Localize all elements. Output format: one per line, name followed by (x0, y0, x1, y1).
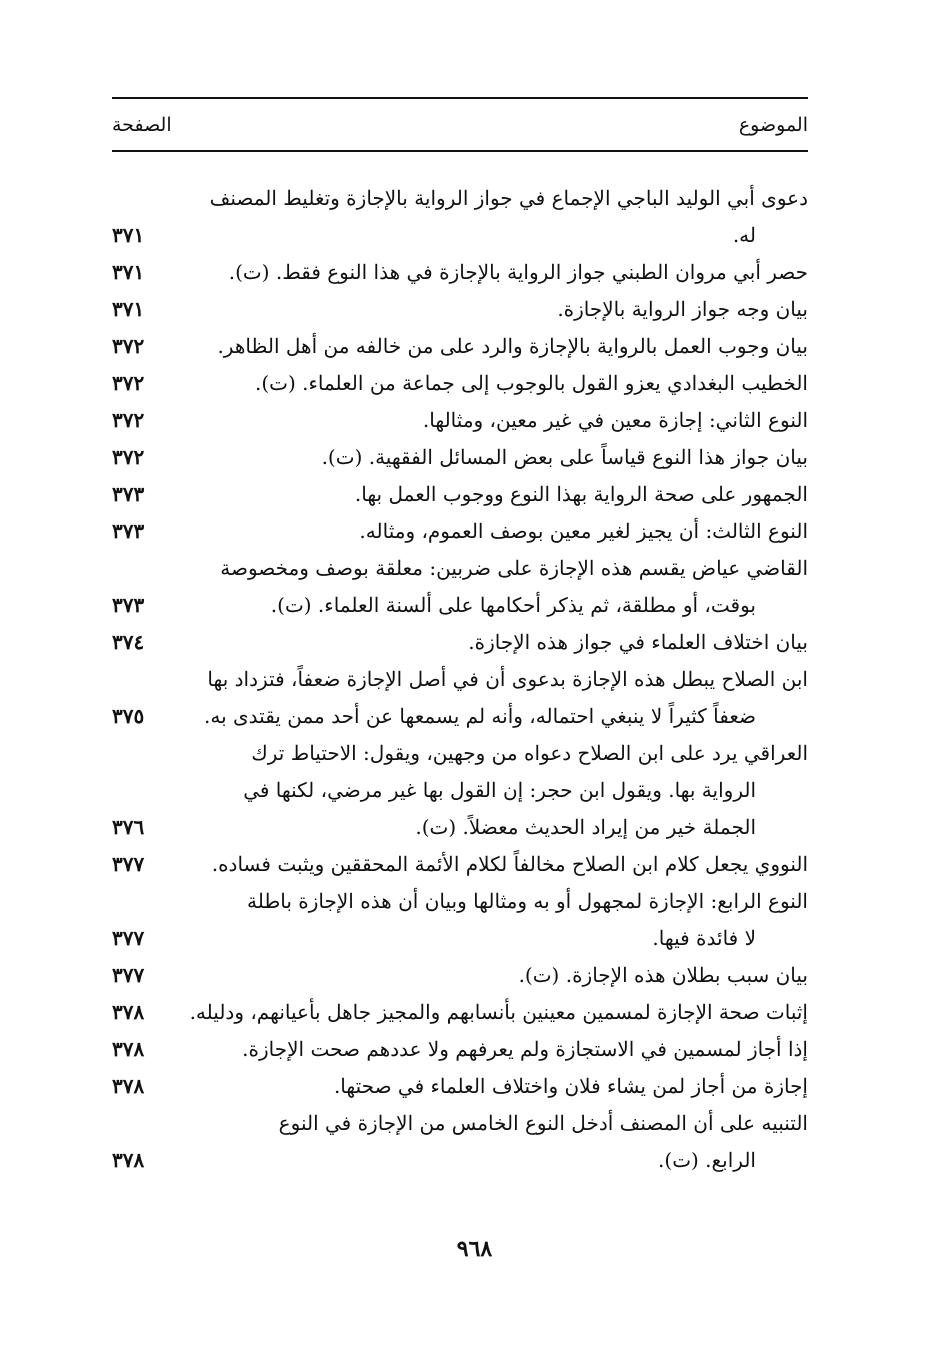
page-number: ٩٦٨ (456, 1236, 493, 1262)
index-entry (112, 439, 808, 476)
entry-page-number: ٣٧٧ (112, 963, 145, 987)
entry-line: حصر أبي مروان الطبني جواز الرواية بالإجازة في هذا النوع فقط. (ت). (228, 260, 808, 284)
entry-page-number: ٣٧٢ (112, 445, 145, 469)
entry-line: بيان سبب بطلان هذه الإجازة. (ت). (518, 963, 808, 987)
index-entry (112, 365, 808, 402)
entry-topic (176, 476, 808, 513)
entry-line: بوقت، أو مطلقة، ثم يذكر أحكامها على ألسنة العلماء. (ت). (270, 593, 756, 617)
entry-topic (176, 883, 808, 957)
entry-line: الرابع. (ت). (658, 1148, 756, 1172)
entry-line: بيان وجه جواز الرواية بالإجازة. (557, 297, 808, 321)
index-entry (112, 180, 808, 254)
index-entry (112, 661, 808, 735)
topic-column-header: الموضوع (738, 114, 808, 136)
entry-page-number: ٣٧١ (112, 260, 145, 284)
index-entry (112, 1031, 808, 1068)
entry-topic (176, 624, 808, 661)
entry-topic (176, 550, 808, 624)
entry-line: الجملة خير من إيراد الحديث معضلاً. (ت). (415, 815, 756, 839)
index-entry (112, 883, 808, 957)
index-entry (112, 550, 808, 624)
entry-page-number: ٣٧٣ (112, 519, 145, 543)
entry-line: النوع الرابع: الإجازة لمجهول أو به ومثالها وبيان أن هذه الإجازة باطلة (247, 889, 808, 913)
entry-line: إذا أجاز لمسمين في الاستجازة ولم يعرفهم ولا عددهم صحت الإجازة. (242, 1037, 808, 1061)
entry-topic (176, 661, 808, 735)
entry-line: ابن الصلاح يبطل هذه الإجازة بدعوى أن في أصل الإجازة ضعفاً، فتزداد بها (207, 667, 808, 691)
entry-topic (176, 291, 808, 328)
entry-page-number: ٣٧٦ (112, 815, 145, 839)
entry-line: القاضي عياض يقسم هذه الإجازة على ضربين: معلقة بوصف ومخصوصة (220, 556, 808, 580)
entry-topic (176, 846, 808, 883)
entry-topic (176, 1068, 808, 1105)
entry-topic (176, 402, 808, 439)
index-entry (112, 957, 808, 994)
index-entry (112, 476, 808, 513)
entry-topic (176, 254, 808, 291)
entry-topic (176, 957, 808, 994)
index-entry (112, 735, 808, 846)
index-entry (112, 402, 808, 439)
entry-line: بيان وجوب العمل بالرواية بالإجازة والرد على من خالفه من أهل الظاهر. (217, 334, 808, 358)
entry-page-number: ٣٧١ (112, 297, 145, 321)
index-entry (112, 846, 808, 883)
entry-line: بيان اختلاف العلماء في جواز هذه الإجازة. (468, 630, 808, 654)
entry-topic (176, 994, 808, 1031)
header-top-rule (112, 97, 808, 99)
entry-page-number: ٣٧٨ (112, 1000, 145, 1024)
entry-page-number: ٣٧٤ (112, 630, 145, 654)
entry-topic (176, 513, 808, 550)
entry-line: دعوى أبي الوليد الباجي الإجماع في جواز الرواية بالإجازة وتغليط المصنف (209, 186, 808, 210)
entry-page-number: ٣٧١ (112, 223, 145, 247)
index-entries (112, 180, 808, 1179)
entry-page-number: ٣٧٣ (112, 482, 145, 506)
header-bottom-rule (112, 150, 808, 152)
entry-page-number: ٣٧٨ (112, 1148, 145, 1172)
entry-page-number: ٣٧٧ (112, 926, 145, 950)
entry-page-number: ٣٧٨ (112, 1037, 145, 1061)
index-entry (112, 291, 808, 328)
entry-line: النوع الثالث: أن يجيز لغير معين بوصف العموم، ومثاله. (359, 519, 808, 543)
entry-topic (176, 1105, 808, 1179)
entry-page-number: ٣٧٢ (112, 371, 145, 395)
entry-line: إجازة من أجاز لمن يشاء فلان واختلاف العلماء في صحتها. (333, 1074, 808, 1098)
entry-line: الخطيب البغدادي يعزو القول بالوجوب إلى جماعة من العلماء. (ت). (254, 371, 808, 395)
entry-line: لا فائدة فيها. (652, 926, 756, 950)
index-entry (112, 513, 808, 550)
entry-line: التنبيه على أن المصنف أدخل النوع الخامس من الإجازة في النوع (278, 1111, 808, 1135)
entry-topic (176, 365, 808, 402)
entry-page-number: ٣٧٣ (112, 593, 145, 617)
entry-topic (176, 328, 808, 365)
index-entry (112, 994, 808, 1031)
index-entry (112, 254, 808, 291)
page-column-header: الصفحة (112, 114, 172, 136)
entry-line: ضعفاً كثيراً لا ينبغي احتماله، وأنه لم يسمعها عن أحد ممن يقتدى به. (204, 704, 756, 728)
entry-page-number: ٣٧٨ (112, 1074, 145, 1098)
entry-line: النوع الثاني: إجازة معين في غير معين، ومثالها. (422, 408, 808, 432)
index-entry (112, 328, 808, 365)
entry-line: الرواية بها. ويقول ابن حجر: إن القول بها غير مرضي، لكنها في (243, 778, 756, 802)
index-entry (112, 1105, 808, 1179)
entry-line: الجمهور على صحة الرواية بهذا النوع ووجوب العمل بها. (354, 482, 808, 506)
entry-topic (176, 439, 808, 476)
entry-page-number: ٣٧٢ (112, 408, 145, 432)
entry-topic (176, 180, 808, 254)
entry-line: بيان جواز هذا النوع قياساً على بعض المسائل الفقهية. (ت). (321, 445, 808, 469)
entry-line: العراقي يرد على ابن الصلاح دعواه من وجهين، ويقول: الاحتياط ترك (251, 741, 808, 765)
entry-page-number: ٣٧٢ (112, 334, 145, 358)
entry-page-number: ٣٧٥ (112, 704, 145, 728)
entry-line: له. (732, 223, 756, 247)
entry-line: النووي يجعل كلام ابن الصلاح مخالفاً لكلام الأئمة المحققين ويثبت فساده. (211, 852, 808, 876)
index-entry (112, 1068, 808, 1105)
index-entry (112, 624, 808, 661)
entry-topic (176, 735, 808, 846)
entry-page-number: ٣٧٧ (112, 852, 145, 876)
entry-line: إثبات صحة الإجازة لمسمين معينين بأنسابهم والمجيز جاهل بأعيانهم، ودليله. (189, 1000, 808, 1024)
entry-topic (176, 1031, 808, 1068)
